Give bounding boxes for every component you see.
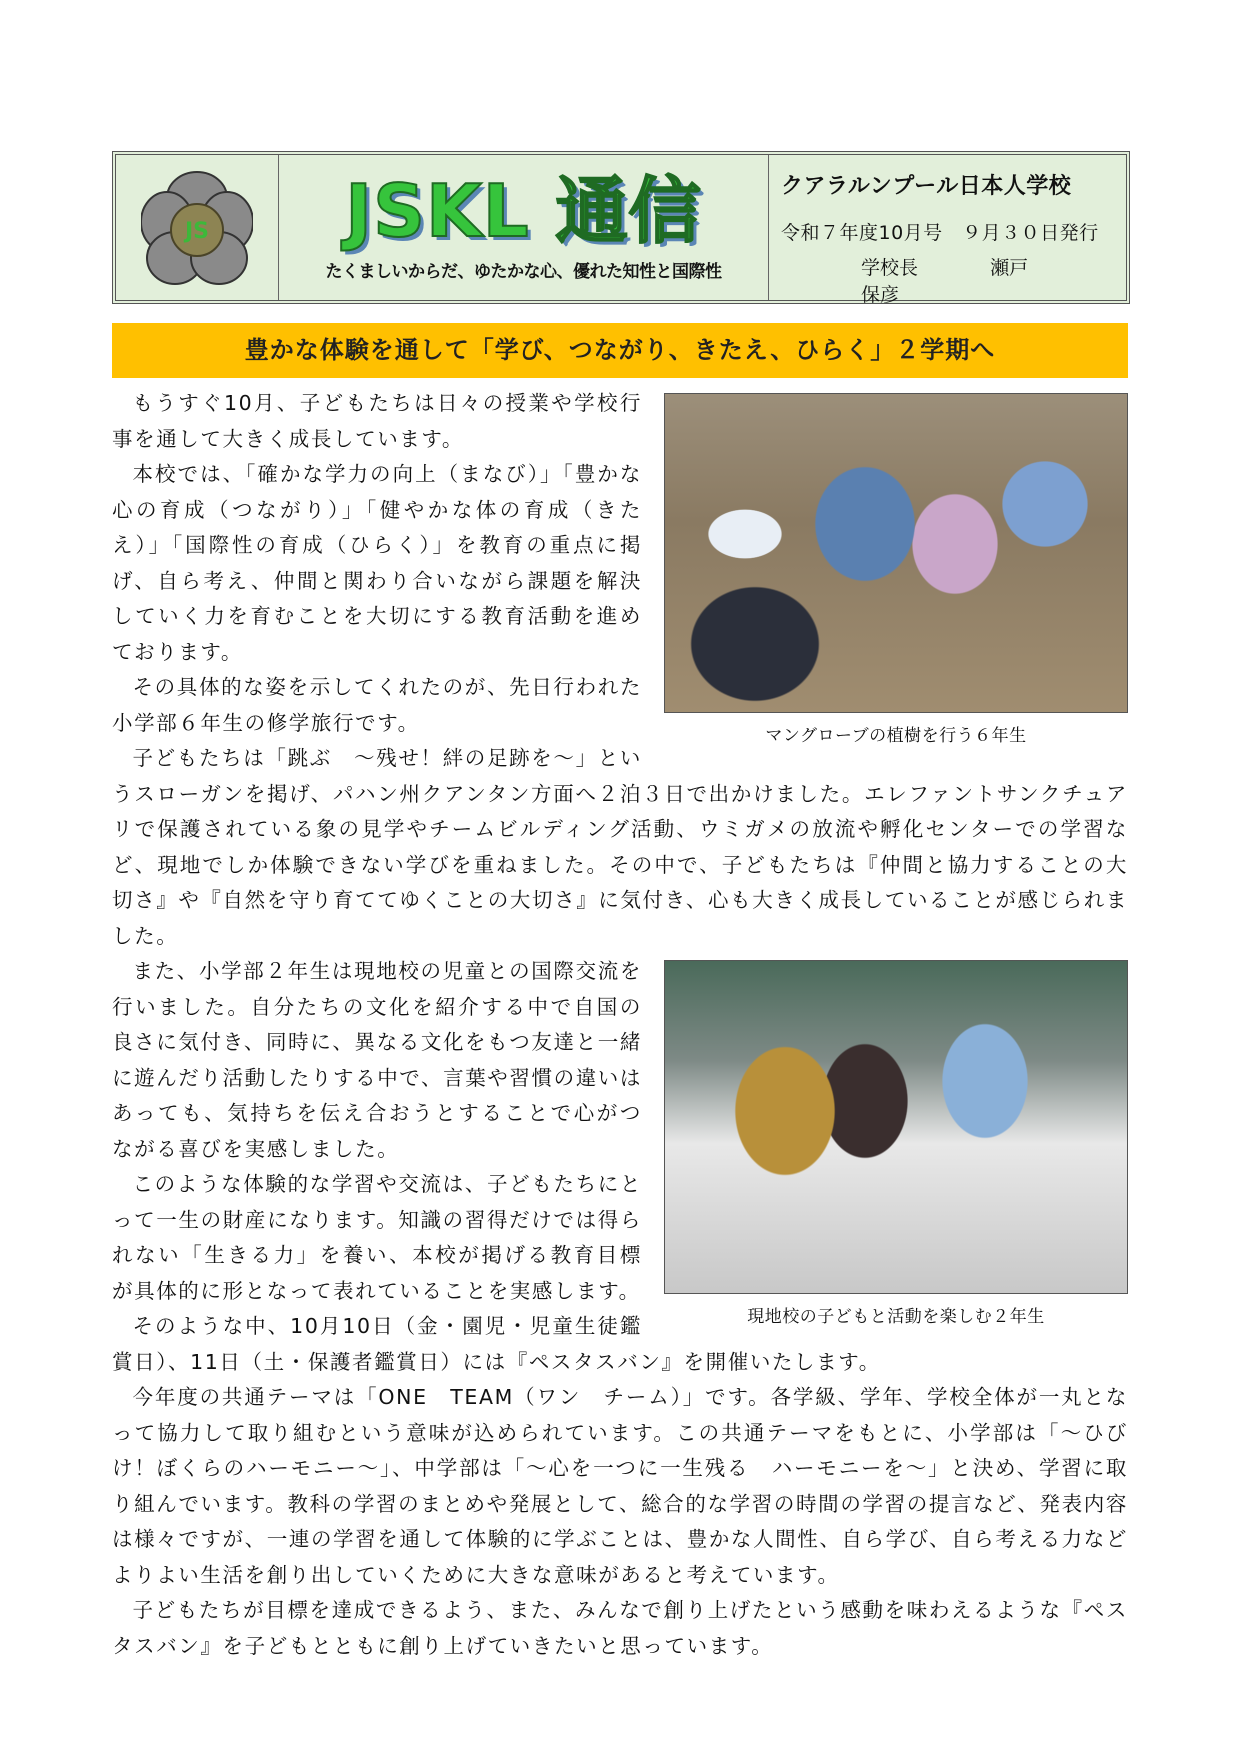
paragraph: また、小学部２年生は現地校の児童との国際交流を行いました。自分たちの文化を紹介する中で自国の良さに気付き、同時に、異なる文化をもつ友達と一緒に遊んだり活動したりする中で、言葉や習慣の違いはあっても、気持ちを伝え合おうとすることで心がつながる喜びを実感しました。 (112, 959, 642, 1161)
info-cell (769, 155, 1126, 306)
issue-date: 令和７年度10月号 ９月３０日発行 (781, 222, 1099, 244)
article-body (112, 386, 1128, 1664)
principal (781, 253, 1114, 307)
school-logo-icon (141, 170, 253, 286)
school-motto: たくましいからだ、ゆたかな心、優れた知性と国際性 (325, 262, 722, 282)
paragraph: その具体的な姿を示してくれたのが、先日行われた小学部６年生の修学旅行です。 (112, 675, 642, 735)
principal-given-name: 保彦 (861, 284, 900, 306)
paragraph: このような体験的な学習や交流は、子どもたちにとって一生の財産になります。知識の習得だけでは得られない「生きる力」を養い、本校が掲げる教育目標が具体的に形となって表れていることを実感します。 (112, 1172, 642, 1303)
figure-exchange (664, 960, 1128, 1334)
logo-cell (116, 155, 279, 300)
figure-mangrove (664, 393, 1128, 753)
figure-caption: 現地校の子どもと活動を楽しむ２年生 (747, 1307, 1045, 1327)
principal-surname: 瀬戸 (990, 257, 1029, 279)
title-cell (279, 155, 769, 300)
paragraph: 今年度の共通テーマは「ONE TEAM（ワン チーム）」です。各学級、学年、学校全体が一丸となって協力して取り組むという意味が込められています。この共通テーマをもとに、小学部は「～ひびけ！ぼくらのハーモニー～」、中学部は「～心を一つに一生残る ハーモニーを～」と決め、学習に取り組んでいます。教科の学習のまとめや発展として、総合的な学習の時間の学習の提言など、発表内容は様々ですが、一連の学習を通して体験的に学ぶことは、豊かな人間性、自ら学び、自ら考える力などよりよい生活を創り出していくために大きな意味があると考えています。 (112, 1385, 1128, 1587)
paragraph: 本校では、「確かな学力の向上（まなび）」「豊かな心の育成（つながり）」「健やかな体の育成（きたえ）」「国際性の育成（ひらく）」を教育の重点に掲げ、自ら考え、仲間と関わり合いながら課題を解決していく力を育むことを大切にする教育活動を進めております。 (112, 462, 642, 664)
paragraph: そのような中、10月10日（金・園児・児童生徒鑑賞日）、11日（土・保護者鑑賞日）には『ペスタスバン』を開催いたします。 (112, 1314, 881, 1374)
photo-mangrove-planting (664, 393, 1128, 713)
figure-caption: マングローブの植樹を行う６年生 (765, 726, 1027, 746)
paragraph: もうすぐ10月、子どもたちは日々の授業や学校行事を通して大きく成長しています。 (112, 391, 642, 451)
paragraph: 子どもたちが目標を達成できるよう、また、みんなで創り上げたという感動を味わえるような『ペスタスバン』を子どもとともに創り上げていきたいと思っています。 (112, 1598, 1128, 1658)
svg-text:JS: JS (184, 218, 210, 244)
photo-international-exchange (664, 960, 1128, 1294)
paragraph: 子どもたちは「跳ぶ ～残せ！絆の足跡を～」というスローガンを掲げ、パハン州クアンタン方面へ２泊３日で出かけました。エレファントサンクチュアリで保護されている象の見学やチームビルディング活動、ウミガメの放流や孵化センターでの学習など、現地でしか体験できない学びを重ねました。その中で、子どもたちは『仲間と協力することの大切さ』や『自然を守り育ててゆくことの大切さ』に気付き、心も大きく成長していることが感じられました。 (112, 746, 1128, 948)
school-name: クアラルンプール日本人学校 (781, 174, 1072, 199)
principal-role: 学校長 (861, 257, 919, 279)
newsletter-header (112, 151, 1130, 304)
headline-banner: 豊かな体験を通して「学び、つながり、きたえ、ひらく」２学期へ (112, 323, 1128, 378)
newsletter-title: JSKL 通信 (345, 169, 702, 253)
